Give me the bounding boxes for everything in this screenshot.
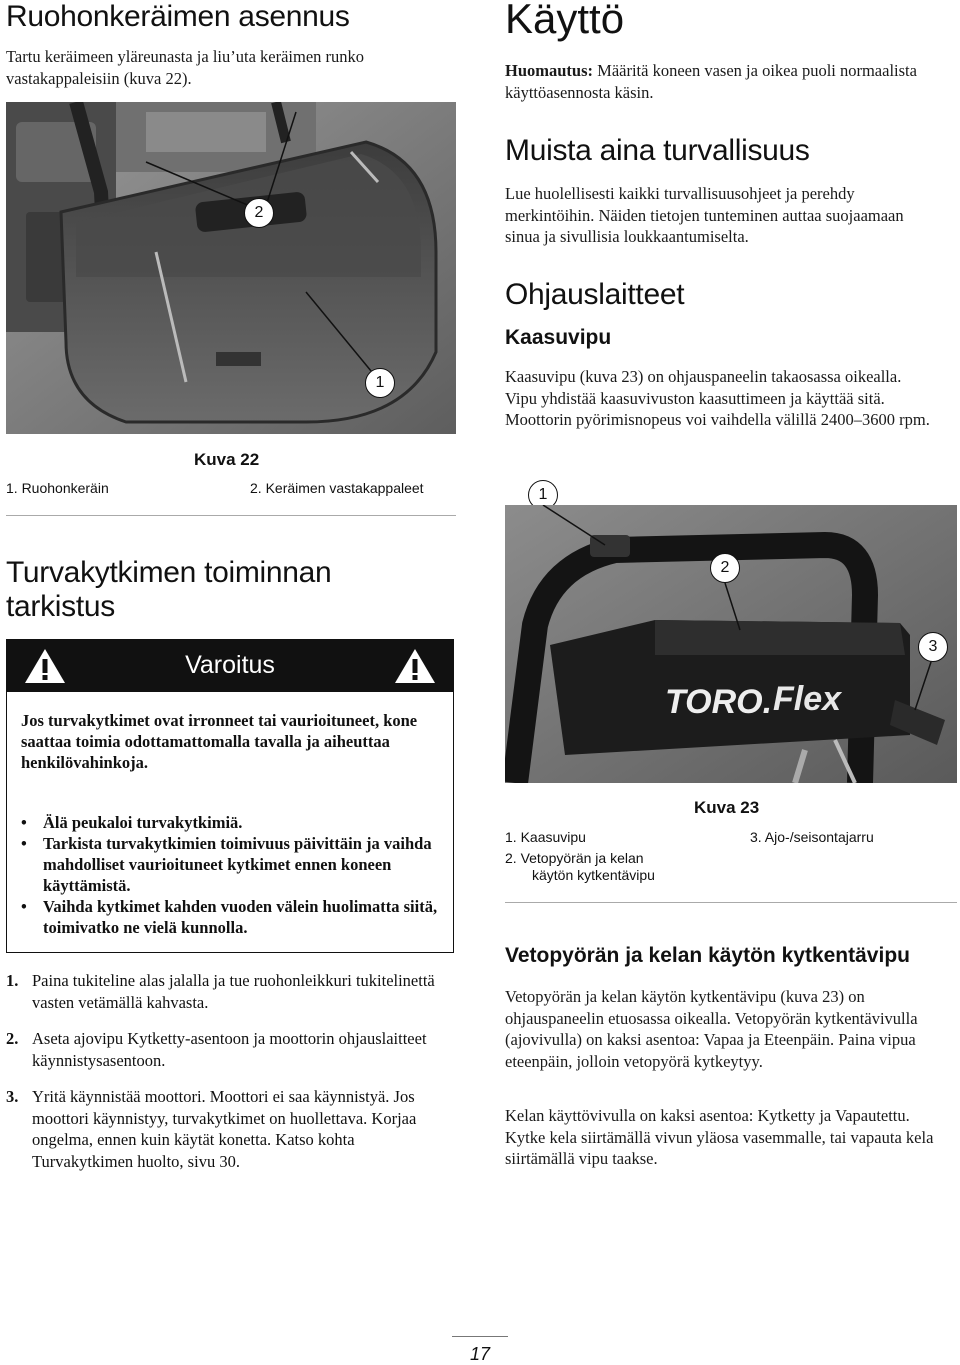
page-number-rule xyxy=(452,1336,508,1337)
warning-bullet: • Vaihda kytkimet kahden vuoden välein huolimatta siitä, toimivatko ne vielä kunnolla. xyxy=(21,897,438,937)
figure-23-callout-1: 1 xyxy=(528,480,558,510)
warning-header xyxy=(7,640,453,692)
step-item: 3. Yritä käynnistää moottori. Moottori ei saa käynnistyä. Jos moottori käynnistyy, turvakytkimet on huollettava. Korjaa ongelma, ennen kuin käytät konetta. Katso kohta Turvakytkimen huolto, sivu 30. xyxy=(6,1087,417,1171)
warning-box xyxy=(6,639,454,953)
warning-label: Varoitus xyxy=(185,651,275,679)
warning-triangle-icon xyxy=(393,647,437,685)
figure-22-callout-1: 1 xyxy=(365,368,395,398)
figure-23-legend-2: 2. Vetopyörän ja kelan xyxy=(505,850,644,866)
divider xyxy=(505,902,957,903)
throttle-heading: Kaasuvipu xyxy=(505,326,612,349)
divider xyxy=(6,515,456,516)
section-title-collector: Ruohonkeräimen asennus xyxy=(6,0,350,33)
figure-23-legend-2-cont: käytön kytkentävipu xyxy=(532,867,655,883)
section-title-operation: Käyttö xyxy=(505,0,625,42)
warning-text: Jos turvakytkimet ovat irronneet tai vaurioituneet, kone saattaa toimia odottamattomalla tavalla ja aiheuttaa henkilövahinkoja. xyxy=(21,711,418,772)
safety-heading: Muista aina turvallisuus xyxy=(505,134,810,167)
figure-22-caption: Kuva 22 xyxy=(194,450,260,469)
figure-23-callout-2: 2 xyxy=(710,553,740,583)
safety-text: Lue huolellisesti kaikki turvallisuusohjeet ja perehdy merkintöihin. Näiden tietojen tunteminen auttaa suojaamaan sinua ja sivullisia loukkaantumiselta. xyxy=(505,184,904,246)
figure-23-photo xyxy=(505,505,957,783)
control-panel-illustration xyxy=(505,505,957,783)
warning-bullets xyxy=(21,812,441,938)
steps-list xyxy=(6,970,456,1172)
figure-22-legend-1: 1. Ruohonkeräin xyxy=(6,480,109,496)
warning-bullet: • Tarkista turvakytkimien toimivuus päivittäin ja vaihda mahdolliset vaurioituneet kytkimet ennen koneen käyttämistä. xyxy=(21,834,432,895)
figure-23-legend-3: 3. Ajo-/seisontajarru xyxy=(750,829,874,845)
lever-text-2: Kelan käyttövivulla on kaksi asentoa: Kytketty ja Vapautettu. Kytke kela siirtämällä vivun yläosa vasemmalle, tai vapauta kela siirtämällä vipu taakse. xyxy=(505,1106,934,1168)
figure-22-legend-2: 2. Keräimen vastakappaleet xyxy=(250,480,424,496)
throttle-text: Kaasuvipu (kuva 23) on ohjauspaneelin takaosassa oikealla. Vipu yhdistää kaasuvivuston kaasuttimeen ja käyttää sitä. Moottorin pyörimisnopeus voi vaihdella välillä 2400–3600 rpm. xyxy=(505,367,930,429)
figure-22-callout-2: 2 xyxy=(244,198,274,228)
figure-23-legend-1: 1. Kaasuvipu xyxy=(505,829,586,845)
collector-intro: Tartu keräimeen yläreunasta ja liu’uta keräimen runko vastakappaleisiin (kuva 22). xyxy=(6,47,365,88)
operation-note: Huomautus: Määritä koneen vasen ja oikea puoli normaalista käyttöasennosta käsin. xyxy=(505,61,917,102)
lever-text-1: Vetopyörän ja kelan käytön kytkentävipu (kuva 23) on ohjauspaneelin etuosassa oikealla. Vetopyörän kytkentävivulla (ajovivulla) on kaksi asentoa: Vapaa ja Eteenpäin. Paina vipua eteenpäin, jolloin vetopyörä kytkeytyy. xyxy=(505,987,918,1071)
lever-heading: Vetopyörän ja kelan käytön kytkentävipu xyxy=(505,944,910,967)
figure-23-callout-3: 3 xyxy=(918,632,948,662)
page-number: 17 xyxy=(469,1344,491,1364)
step-item: 1. Paina tukiteline alas jalalla ja tue ruohonleikkuri tukitelinettä vasten vetämällä kahvasta. xyxy=(6,971,435,1012)
section-title-safety-check: Turvakytkimen toiminnan tarkistus xyxy=(6,556,332,623)
brand-text: TORO. xyxy=(665,683,773,721)
warning-bullet: • Älä peukaloi turvakytkimiä. xyxy=(21,813,243,832)
step-item: 2. Aseta ajovipu Kytketty-asentoon ja moottorin ohjauslaitteet käynnistysasentoon. xyxy=(6,1029,427,1070)
figure-23-caption: Kuva 23 xyxy=(694,798,760,817)
model-text: Flex xyxy=(773,680,842,718)
controls-heading: Ohjauslaitteet xyxy=(505,278,685,311)
